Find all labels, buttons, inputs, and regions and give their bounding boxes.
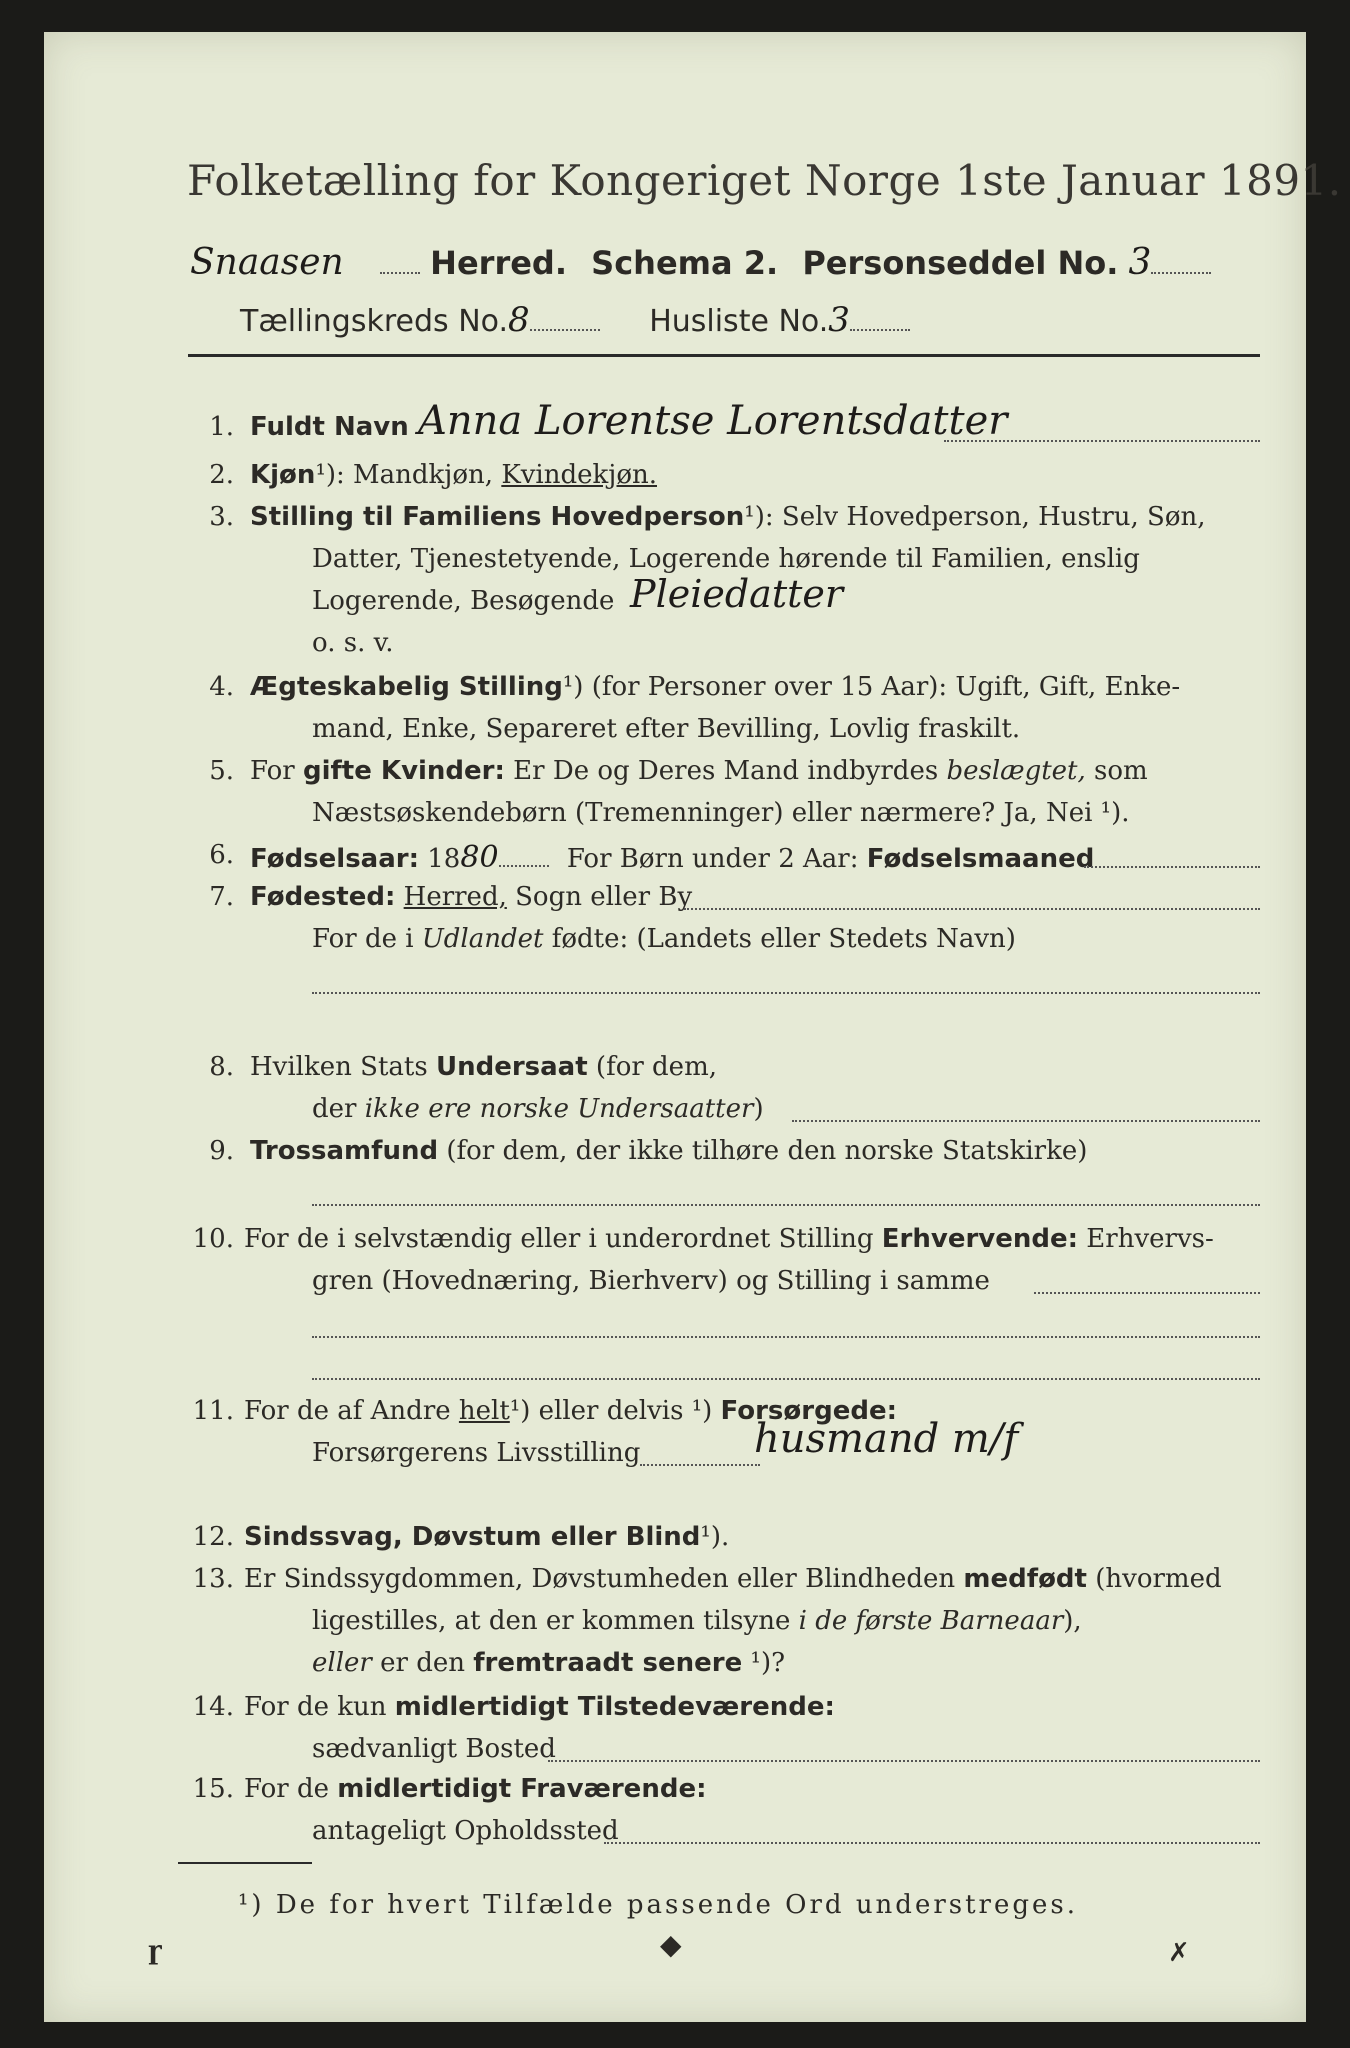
provider-occupation-value: husmand m/f [754, 1416, 1019, 1462]
kreds-value: 8 [508, 300, 530, 340]
personseddel-value: 3 [1128, 242, 1152, 283]
full-name-value: Anna Lorentse Lorentsdatter [418, 398, 1008, 444]
item-3-line2: Datter, Tjenestetyende, Logerende hørende til Familien, enslig [312, 544, 1140, 574]
corner-mark-left: ɼ [148, 1936, 162, 1966]
item-1-label: Fuldt Navn [250, 412, 409, 442]
item-15-label: midlertidigt Fraværende: [337, 1774, 707, 1804]
item-13-line2b: ), [1063, 1606, 1082, 1636]
item-5-pre: For [250, 756, 295, 786]
item-8-number: 8. [209, 1052, 234, 1082]
husliste-value: 3 [828, 300, 850, 340]
item-8-text [250, 1052, 717, 1082]
header-divider [188, 354, 1260, 357]
item-1-number: 1. [209, 412, 234, 442]
item-12-rest: ¹). [700, 1522, 730, 1552]
herred-label: Herred. [430, 244, 567, 282]
item-3-line4: o. s. v. [312, 628, 394, 658]
herred-line [190, 242, 1211, 283]
item-9-number: 9. [209, 1136, 234, 1166]
item-2-sup: ¹ [315, 460, 326, 490]
schema-label: Schema 2. [591, 244, 779, 282]
item-3-number: 3. [209, 502, 234, 532]
item-10-number: 10. [192, 1224, 234, 1254]
item-5-question: Er De og Deres Mand indbyrdes [513, 756, 939, 786]
item-13-pre: Er Sindssygdommen, Døvstumheden eller Blindheden [244, 1564, 956, 1594]
item-6-number: 6. [209, 840, 234, 870]
item-7-options: Sogn eller By [515, 882, 693, 912]
item-12-label: Sindssvag, Døvstum eller Blind [244, 1522, 701, 1552]
item-10-line2: gren (Hovednæring, Bierhverv) og Stilling i samme [312, 1266, 990, 1296]
birth-year-value: 80 [460, 840, 499, 875]
husliste-label: Husliste No. [649, 304, 829, 339]
item-3-label: Stilling til Familiens Hovedperson [250, 502, 745, 532]
item-4-line2: mand, Enke, Separeret efter Bevilling, Lovlig fraskilt. [312, 714, 1021, 744]
item-13-number: 13. [192, 1564, 234, 1594]
item-13-line2-italic: i de første Barneaar [798, 1606, 1064, 1636]
item-15-pre: For de [244, 1774, 329, 1804]
item-3-line3: Logerende, Besøgende [312, 586, 615, 616]
item-5-label: gifte Kvinder: [302, 756, 505, 786]
item-13-line2a: ligestilles, at den er kommen tilsyne [312, 1606, 791, 1636]
footnote-divider [178, 1862, 312, 1864]
item-4-label: Ægteskabelig Stilling [250, 672, 563, 702]
item-11-rest: ¹) eller delvis ¹) [509, 1396, 713, 1426]
item-8-rest: (for dem, [595, 1052, 717, 1082]
item-13-line3 [312, 1648, 785, 1678]
personseddel-label: Personseddel No. [802, 244, 1119, 282]
item-7-number: 7. [209, 882, 234, 912]
item-5-italic: beslægtet, [946, 756, 1086, 786]
item-11-pre: For de af Andre [244, 1396, 451, 1426]
item-4-text [250, 672, 1180, 702]
item-14-pre: For de kun [244, 1692, 387, 1722]
item-2-label: Kjøn [250, 460, 316, 490]
item-9-label: Trossamfund [250, 1136, 439, 1166]
item-7-line2a: For de i [312, 924, 414, 954]
item-9-text [250, 1136, 1087, 1166]
item-13-line3a: er den [380, 1648, 465, 1678]
item-8-pre: Hvilken Stats [250, 1052, 428, 1082]
family-position-value: Pleiedatter [630, 572, 844, 616]
item-9-rest: (for dem, der ikke tilhøre den norske Statskirke) [446, 1136, 1088, 1166]
item-14-label: midlertidigt Tilstedeværende: [394, 1692, 835, 1722]
item-7-text [250, 882, 692, 912]
item-8-line2-italic: ikke ere norske Undersaatter [364, 1094, 754, 1124]
item-5-line2: Næstsøskendebørn (Tremenninger) eller nærmere? Ja, Nei ¹). [312, 798, 1130, 828]
item-13-line3b: fremtraadt senere [473, 1648, 743, 1678]
item-2-options: ): Mandkjøn, [325, 460, 494, 490]
item-3-text [250, 502, 1206, 532]
item-6-label: Fødselsaar: [250, 844, 419, 874]
item-10-rest: Erhvervs- [1086, 1224, 1214, 1254]
item-13-line3-italic: eller [312, 1648, 372, 1678]
kreds-label: Tællingskreds No. [240, 304, 508, 339]
item-14-number: 14. [192, 1692, 234, 1722]
item-5-number: 5. [209, 756, 234, 786]
item-15-text [244, 1774, 706, 1804]
item-10-pre: For de i selvstændig eller i underordnet Stilling [244, 1224, 874, 1254]
item-11-selected: helt [458, 1396, 510, 1426]
footnote: ¹) De for hvert Tilfælde passende Ord understreges. [238, 1890, 1079, 1920]
item-12-number: 12. [192, 1522, 234, 1552]
item-15-number: 15. [192, 1774, 234, 1804]
item-8-line2 [312, 1094, 764, 1124]
herred-value: Snaasen [190, 242, 344, 283]
item-13-line3c: ¹)? [750, 1648, 786, 1678]
item-11-line2: Forsørgerens Livsstilling [312, 1438, 641, 1468]
item-10-label: Erhvervende: [881, 1224, 1079, 1254]
item-15-line2: antageligt Opholdssted [312, 1816, 619, 1846]
census-form-page [44, 32, 1342, 2022]
item-7-line2-italic: Udlandet [421, 924, 544, 954]
kreds-line [240, 300, 910, 340]
item-7-line2 [312, 924, 1016, 954]
item-13-rest: (hvormed [1095, 1564, 1222, 1594]
birth-year-prefix: 18 [427, 844, 461, 874]
item-12-text [244, 1522, 729, 1552]
item-5-text [250, 756, 1148, 786]
item-11-label: Forsørgede: [720, 1396, 897, 1426]
item-6-mid: For Børn under 2 Aar: [566, 844, 859, 874]
item-2-text [250, 460, 657, 490]
item-11-number: 11. [192, 1396, 234, 1426]
corner-mark-right: ✗ [1168, 1938, 1190, 1968]
item-13-label: medfødt [963, 1564, 1087, 1594]
item-6-label2: Fødselsmaaned [866, 844, 1095, 874]
form-title: Folketælling for Kongeriget Norge 1ste Januar 1891. [187, 156, 1342, 205]
item-13-text [244, 1564, 1222, 1594]
item-10-text [244, 1224, 1214, 1254]
item-8-label: Undersaat [435, 1052, 588, 1082]
item-4-number: 4. [209, 672, 234, 702]
item-7-selected: Herred, [403, 882, 507, 912]
item-8-line2a: der [312, 1094, 357, 1124]
item-2-selected: Kvindekjøn. [501, 460, 657, 490]
item-14-text [244, 1692, 835, 1722]
corner-mark-center: ◆ [660, 1928, 682, 1961]
item-4-options: ¹) (for Personer over 15 Aar): Ugift, Gift, Enke- [562, 672, 1181, 702]
item-3-options: ¹): Selv Hovedperson, Hustru, Søn, [744, 502, 1206, 532]
item-2-number: 2. [209, 460, 234, 490]
item-13-line2 [312, 1606, 1082, 1636]
item-5-end: som [1094, 756, 1148, 786]
item-14-line2: sædvanligt Bosted [312, 1734, 556, 1764]
item-8-line2b: ) [753, 1094, 764, 1124]
item-7-line2b: fødte: (Landets eller Stedets Navn) [551, 924, 1016, 954]
item-7-label: Fødested: [250, 882, 396, 912]
item-6-text [250, 840, 1094, 875]
